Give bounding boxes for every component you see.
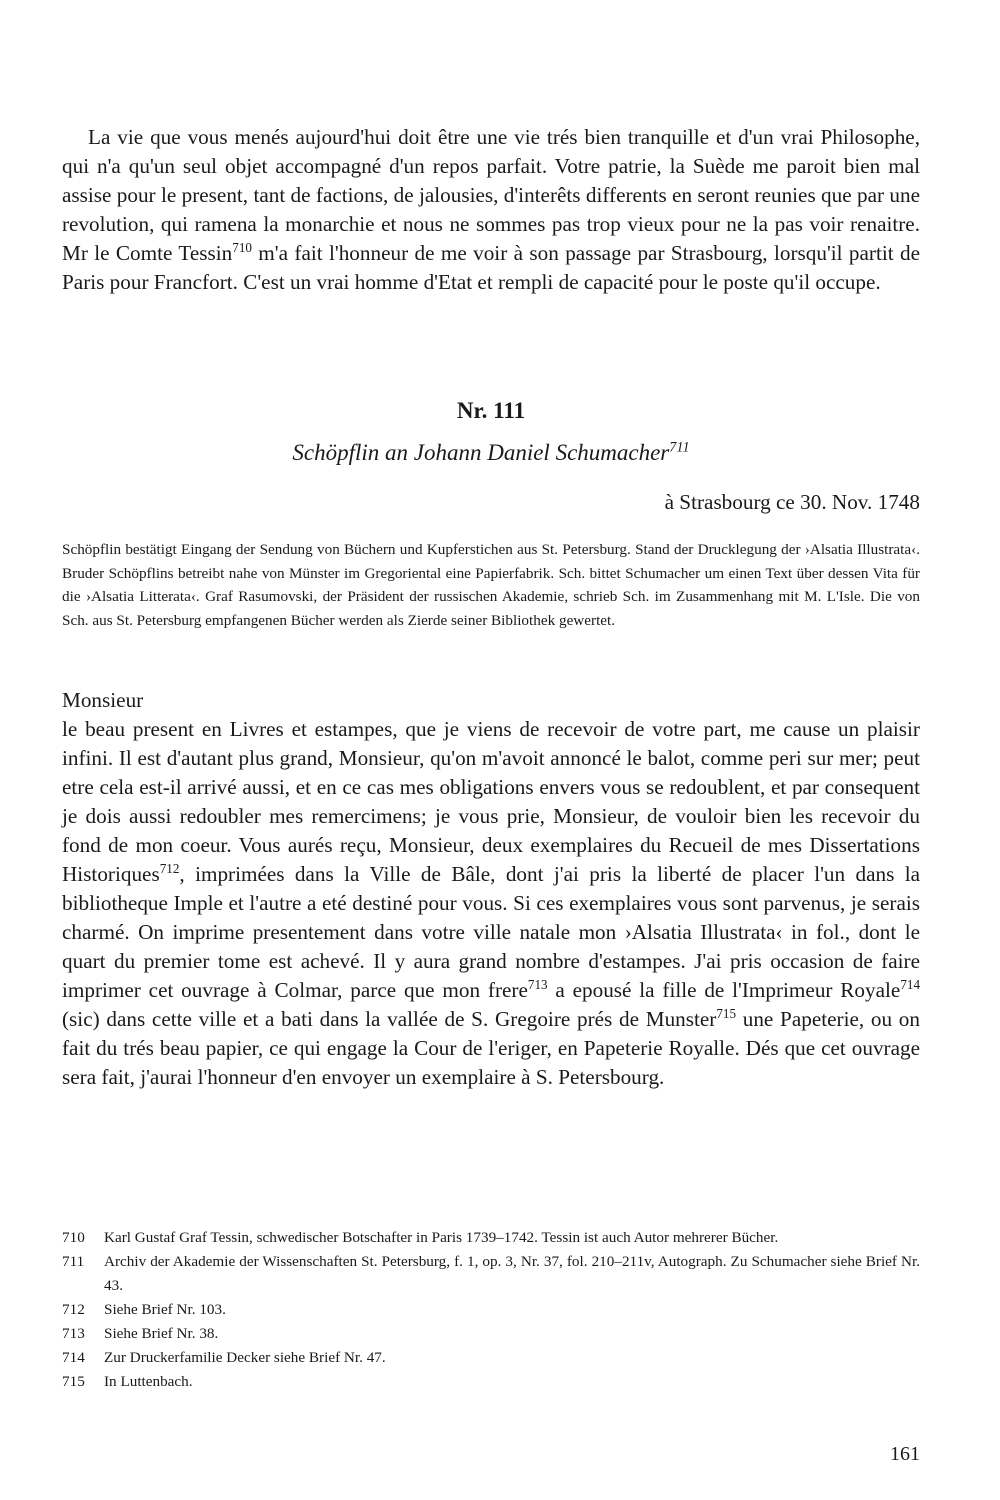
footnote-ref: 714 bbox=[900, 976, 920, 992]
footnote-text: In Luttenbach. bbox=[104, 1373, 193, 1390]
footnote-ref: 715 bbox=[716, 1005, 737, 1021]
footnote-text: Karl Gustaf Graf Tessin, schwedischer Botschafter in Paris 1739–1742. Tessin ist auch Autor mehrerer Bücher. bbox=[104, 1229, 779, 1246]
letter-date: à Strasbourg ce 30. Nov. 1748 bbox=[664, 490, 920, 514]
paragraph-text-end: m'a fait l'honneur de me voir à son passage par Strasbourg, lorsqu'il partit de Paris pour Francfort. C'est un vrai homme d'Etat et rempli de capacité pour le poste qu'il occupe. bbox=[62, 241, 920, 294]
footnote-ref: 710 bbox=[232, 239, 252, 255]
footnote-number: 714 bbox=[62, 1349, 85, 1366]
footnotes bbox=[62, 1226, 920, 1394]
footnote-number: 715 bbox=[62, 1373, 85, 1390]
footnote bbox=[62, 1298, 920, 1322]
footnote bbox=[62, 1226, 920, 1250]
footnote-number: 711 bbox=[62, 1253, 85, 1270]
footnote-number: 710 bbox=[62, 1229, 85, 1246]
letter-salutation: Monsieur bbox=[62, 688, 144, 712]
letter-title bbox=[62, 440, 920, 466]
footnote-text: Archiv der Akademie der Wissenschaften St. Petersburg, f. 1, op. 3, Nr. 37, fol. 210–211v, Autograph. Zu Schumacher siehe Brief Nr. 43. bbox=[104, 1253, 920, 1294]
footnote-ref: 712 bbox=[159, 860, 180, 876]
footnote bbox=[62, 1250, 920, 1298]
footnote bbox=[62, 1322, 920, 1346]
footnote bbox=[62, 1346, 920, 1370]
footnote-text: Zur Druckerfamilie Decker siehe Brief Nr. 47. bbox=[104, 1349, 386, 1366]
page-number: 161 bbox=[890, 1443, 920, 1465]
letter-number: Nr. 111 bbox=[456, 398, 526, 423]
footnote-ref: 711 bbox=[669, 439, 690, 456]
footnote-text: Siehe Brief Nr. 38. bbox=[104, 1325, 219, 1342]
letter-summary: Schöpflin bestätigt Eingang der Sendung von Büchern und Kupferstichen aus St. Petersburg. Stand der Drucklegung der ›Alsatia Illustrata‹. Bruder Schöpflins betreibt nahe von Münster im Gregoriental eine Papierfabrik. Sch. bittet Schumacher um einen Text über dessen Vita für die ›Alsatia Litterata‹. Graf Rasumovski, der Präsident der russischen Akademie, schrieb Sch. im Zusammenhang mit M. L'Isle. Die von Sch. aus St. Petersburg empfangenen Bücher werden als Zierde seiner Bibliothek gewertet. bbox=[62, 541, 920, 629]
continued-letter-paragraph bbox=[62, 123, 920, 297]
body-text: une Papeterie, ou on fait du trés beau papier, ce qui engage la Cour de l'eriger, en Papeterie Royalle. Dés que cet ouvrage sera fait, j'aurai l'honneur d'en envoyer un exemplaire à S. Petersbourg. bbox=[62, 1007, 920, 1089]
footnote-text: Siehe Brief Nr. 103. bbox=[104, 1301, 226, 1318]
letter-body bbox=[62, 715, 920, 1092]
footnote-number: 712 bbox=[62, 1301, 85, 1318]
body-text: a epousé la fille de l'Imprimeur Royale bbox=[547, 978, 901, 1002]
page-content bbox=[62, 0, 920, 1500]
body-text: (sic) dans cette ville et a bati dans la vallée de S. Gregoire prés de Munster bbox=[62, 1007, 717, 1031]
footnote bbox=[62, 1370, 920, 1394]
footnote-number: 713 bbox=[62, 1325, 85, 1342]
footnote-ref: 713 bbox=[527, 976, 548, 992]
letter-title-text: Schöpflin an Johann Daniel Schumacher bbox=[292, 440, 670, 465]
body-text: le beau present en Livres et estampes, que je viens de recevoir de votre part, me cause un plaisir infini. Il est d'autant plus grand, Monsieur, qu'on m'avoit annoncé le balot, comme peri sur mer; peut etre cela est-il arrivé aussi, et en ce cas mes obligations envers vous se redoublent, et par consequent je dois aussi redoubler mes remercimens; je vous prie, Monsieur, de vouloir bien les recevoir du fond de mon coeur. Vous aurés reçu, Monsieur, deux exemplaires du Recueil de mes Dissertations Historiques bbox=[62, 717, 920, 886]
paragraph-text: La vie que vous menés aujourd'hui doit être une vie trés bien tranquille et d'un vrai Philosophe, qui n'a qu'un seul objet accompagné d'un repos parfait. Votre patrie, la Suède me paroit bien mal assise pour le present, tant de factions, de jalousies, d'interêts differents en seront reunies que par une revolution, qui ramena la monarchie et nous ne sommes pas trop vieux pour ne la pas voir renaitre. Mr le Comte Tessin bbox=[62, 125, 920, 265]
body-text: , imprimées dans la Ville de Bâle, dont j'ai pris la liberté de placer l'un dans la bibliotheque Imple et l'autre a eté destiné pour vous. Si ces exemplaires vous sont parvenus, je serais charmé. On imprime presentement dans votre ville natale mon ›Alsatia Illustrata‹ in fol., dont le quart du premier tome est achevé. Il y aura grand nombre d'estampes. J'ai pris occasion de faire imprimer cet ouvrage à Colmar, parce que mon frere bbox=[62, 862, 920, 1002]
